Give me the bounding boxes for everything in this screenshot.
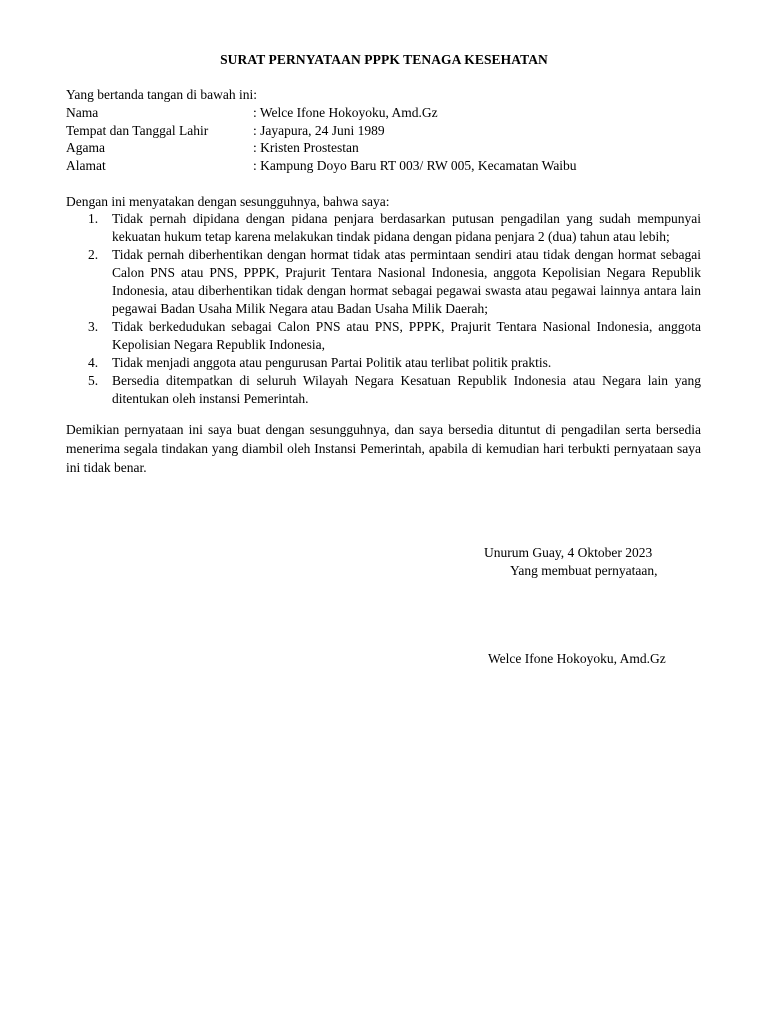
identity-label: Tempat dan Tanggal Lahir (66, 122, 209, 138)
item-text: Tidak pernah dipidana dengan pidana penjara berdasarkan putusan pengadilan yang sudah mempunyai kekuatan hukum tetap karena melakukan tindak pidana dengan pidana penjara 2 (dua) tahun atau lebih; (112, 211, 701, 244)
list-item (66, 354, 701, 372)
identity-value: : Kristen Prostestan (253, 140, 359, 155)
item-text: Tidak berkedudukan sebagai Calon PNS atau PNS, PPPK, Prajurit Tentara Nasional Indonesia, anggota Kepolisian Negara Republik Indonesia, (112, 319, 701, 352)
identity-label: Alamat (66, 157, 106, 173)
intro-text: Yang bertanda tangan di bawah ini: (66, 87, 257, 102)
identity-value: : Welce Ifone Hokoyoku, Amd.Gz (253, 105, 438, 120)
identity-table (66, 104, 706, 174)
item-number: 4. (88, 355, 99, 370)
list-item (66, 372, 701, 408)
item-text: Tidak pernah diberhentikan dengan hormat tidak atas permintaan sendiri atau tidak dengan hormat sebagai Calon PNS atau PNS, PPPK, Prajurit Tentara Nasional Indonesia, anggota Kepolisian Negara Republik Indonesia, atau diberhentikan tidak dengan hormat sebagai pegawai swasta atau pegawai lainnya antara lain pegawai Badan Usaha Milik Negara atau Badan Usaha Milik Daerah; (112, 247, 701, 316)
declaration-list (66, 210, 701, 408)
identity-row-address (66, 157, 706, 175)
identity-row-name (66, 104, 706, 122)
item-number: 1. (88, 211, 99, 226)
identity-label: Nama (66, 105, 99, 120)
maker-label: Yang membuat pernyataan, (510, 563, 658, 578)
item-text: Tidak menjadi anggota atau pengurusan Partai Politik atau terlibat politik praktis. (112, 355, 552, 370)
item-number: 3. (88, 319, 99, 334)
list-item (66, 318, 701, 354)
identity-value: : Jayapura, 24 Juni 1989 (253, 122, 385, 138)
place-date: Unurum Guay, 4 Oktober 2023 (484, 545, 653, 560)
declaration-intro: Dengan ini menyatakan dengan sesungguhnya, bahwa saya: (66, 194, 390, 209)
signer-name: Welce Ifone Hokoyoku, Amd.Gz (488, 651, 666, 666)
identity-row-birth (66, 122, 706, 140)
document-title: SURAT PERNYATAAN PPPK TENAGA KESEHATAN (220, 52, 548, 67)
list-item (66, 210, 701, 246)
item-number: 2. (88, 247, 99, 262)
identity-label: Agama (66, 140, 105, 155)
identity-row-religion (66, 139, 706, 157)
list-item (66, 246, 701, 318)
item-number: 5. (88, 373, 99, 388)
closing-paragraph: Demikian pernyataan ini saya buat dengan sesungguhnya, dan saya bersedia dituntut di pengadilan serta bersedia menerima segala tindakan yang diambil oleh Instansi Pemerintah, apabila di kemudian hari terbukti pernyataan saya ini tidak benar. (66, 422, 701, 475)
item-text: Bersedia ditempatkan di seluruh Wilayah Negara Kesatuan Republik Indonesia atau Negara lain yang ditentukan oleh instansi Pemerintah. (112, 373, 701, 406)
identity-value: : Kampung Doyo Baru RT 003/ RW 005, Kecamatan Waibu (253, 157, 577, 173)
